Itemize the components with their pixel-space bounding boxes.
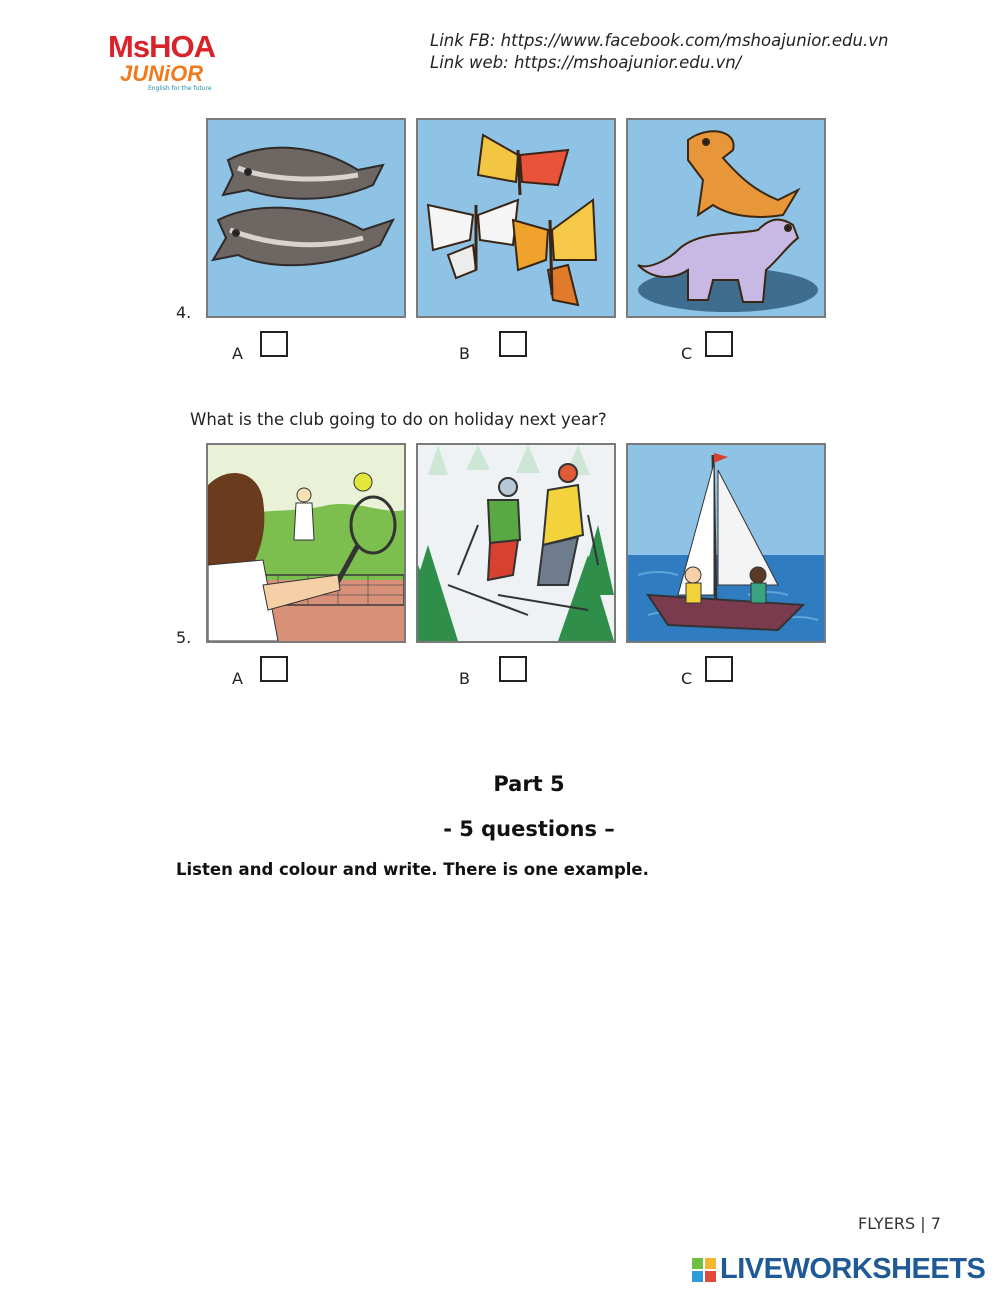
q4-picture-a-dolphins (206, 118, 406, 318)
q5-option-c-label: C (681, 669, 693, 688)
q5-prompt: What is the club going to do on holiday next year? (190, 410, 607, 429)
header-links (430, 30, 888, 74)
q5-option-c-checkbox[interactable] (705, 656, 733, 682)
q5-option-b-checkbox[interactable] (499, 656, 527, 682)
page-label: FLYERS | 7 (858, 1214, 941, 1233)
q5-option-b-label: B (459, 669, 470, 688)
q4-option-a-checkbox[interactable] (260, 331, 288, 357)
q4-option-b-label: B (459, 344, 470, 363)
q5-picture-b-skiing (416, 443, 616, 643)
link-fb[interactable]: Link FB: https://www.facebook.com/mshoajunior.edu.vn (430, 31, 889, 50)
q4-option-b-checkbox[interactable] (499, 331, 527, 357)
q4-picture-b-butterflies (416, 118, 616, 318)
q4-option-c-checkbox[interactable] (705, 331, 733, 357)
q5-picture-c-sailing (626, 443, 826, 643)
q5-option-a-checkbox[interactable] (260, 656, 288, 682)
q4-option-c-label: C (681, 344, 693, 363)
mshoa-junior-logo (108, 30, 238, 96)
q5-number: 5. (176, 628, 192, 647)
logo-junior-text: JUNiOR (120, 61, 204, 86)
q4-option-a-label: A (232, 344, 243, 363)
logo-ms-text: MsHOA (108, 29, 215, 64)
part5-instruction: Listen and colour and write. There is one example. (176, 860, 649, 879)
liveworksheets-icon (692, 1258, 716, 1282)
part5-subtitle: - 5 questions – (443, 817, 615, 841)
q4-number: 4. (176, 303, 192, 322)
link-web[interactable]: Link web: https://mshoajunior.edu.vn/ (430, 53, 742, 72)
q5-option-a-label: A (232, 669, 243, 688)
liveworksheets-text: LIVEWORKSHEETS (720, 1253, 986, 1285)
logo-tagline: English for the future (148, 85, 212, 92)
q5-picture-a-tennis (206, 443, 406, 643)
part5-title: Part 5 (493, 772, 565, 796)
q4-picture-c-dinosaurs (626, 118, 826, 318)
